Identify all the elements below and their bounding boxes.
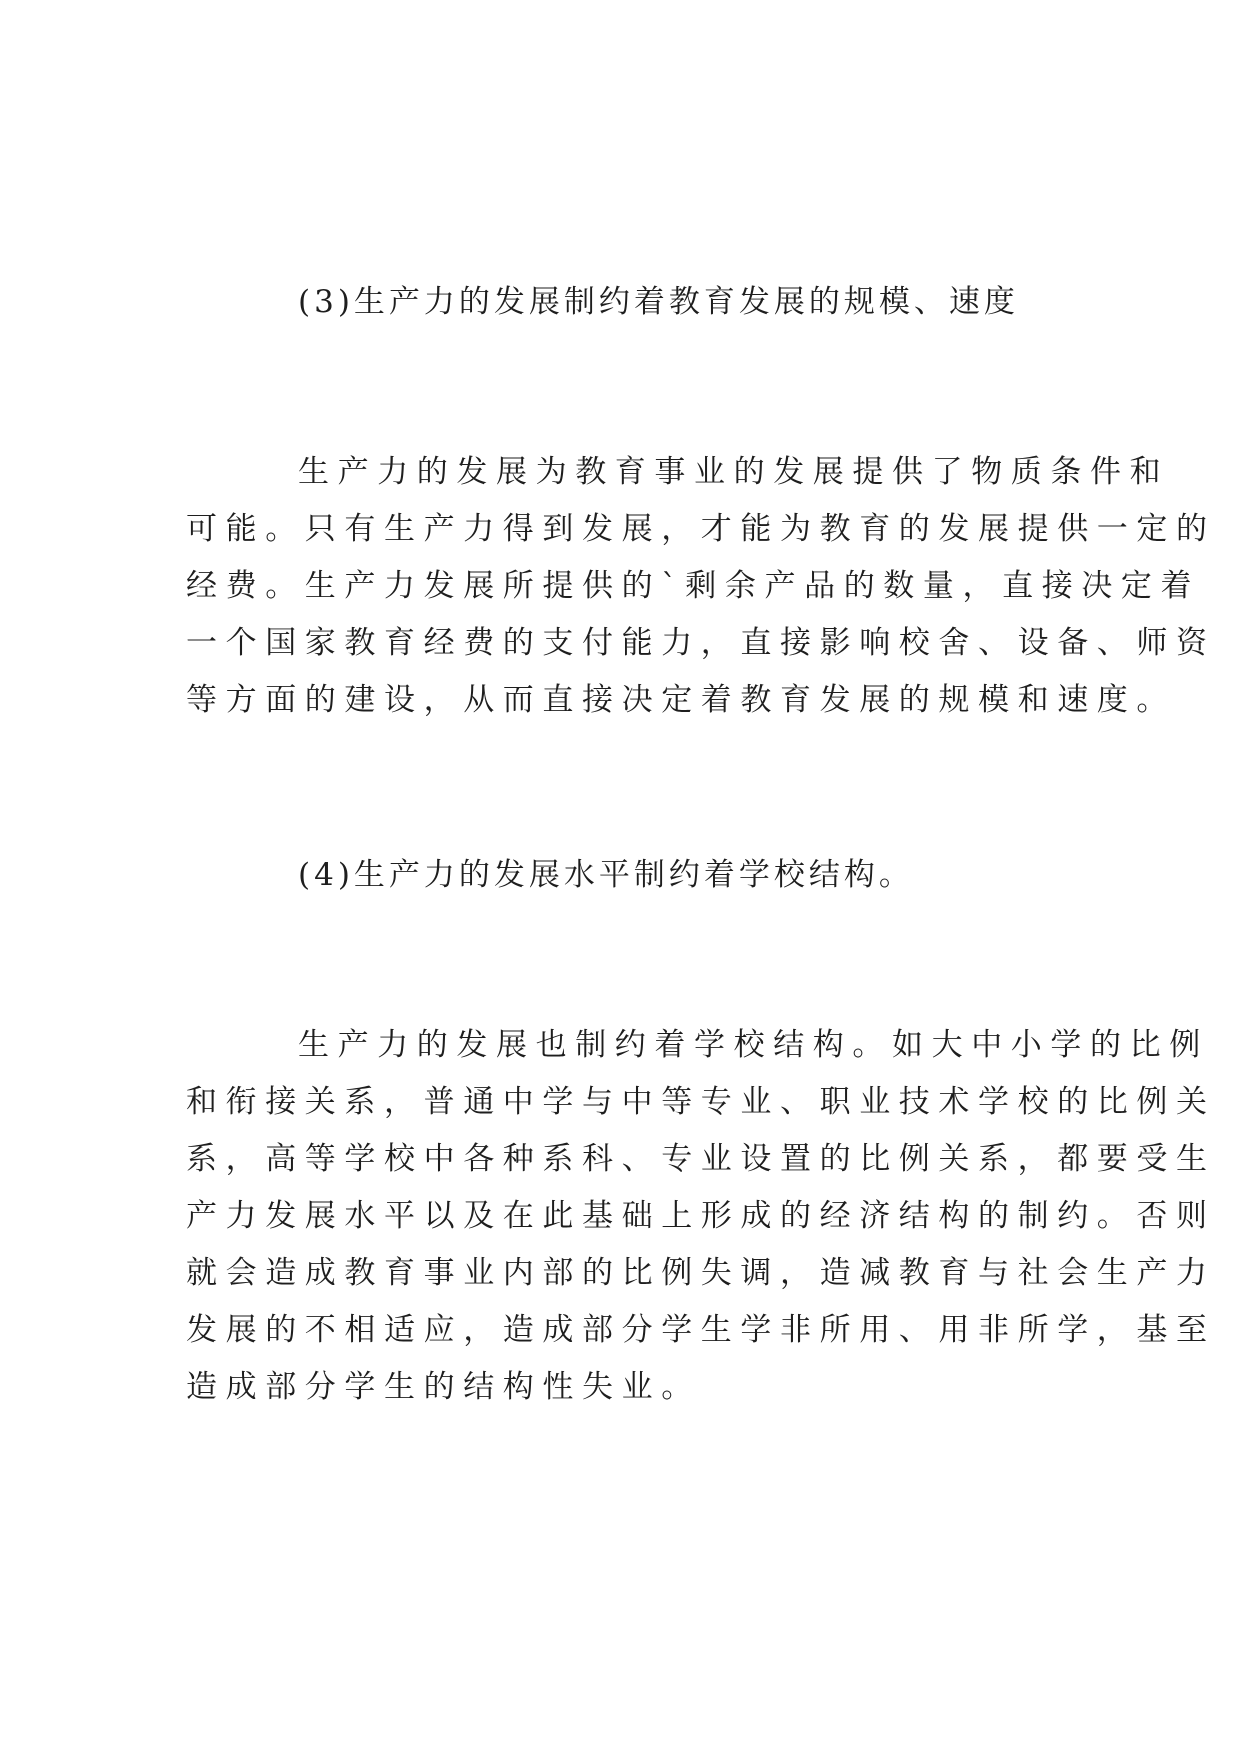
paragraph-line: 产力发展水平以及在此基础上形成的经济结构的制约。否则 [186, 1198, 1216, 1234]
paragraph-line: 一个国家教育经费的支付能力，直接影响校舍、设备、师资 [186, 625, 1216, 661]
paragraph-line: 发展的不相适应，造成部分学生学非所用、用非所学，基至 [186, 1312, 1216, 1348]
paragraph-line: 系，高等学校中各种系科、专业设置的比例关系，都要受生 [186, 1141, 1216, 1177]
paragraph-line: 造成部分学生的结构性失业。 [186, 1369, 701, 1405]
section-3-heading: (3)生产力的发展制约着教育发展的规模、速度 [298, 284, 1019, 320]
paragraph-line: 生产力的发展为教育事业的发展提供了物质条件和 [298, 454, 1170, 490]
paragraph-line: 经费。生产力发展所提供的`剩余产品的数量，直接决定着 [186, 568, 1201, 604]
paragraph-line: 等方面的建设，从而直接决定着教育发展的规模和速度。 [186, 682, 1176, 718]
paragraph-line: 可能。只有生产力得到发展，才能为教育的发展提供一定的 [186, 511, 1216, 547]
paragraph-line: 和衔接关系，普通中学与中等专业、职业技术学校的比例关 [186, 1084, 1216, 1120]
section-4-heading: (4)生产力的发展水平制约着学校结构。 [298, 857, 914, 893]
paragraph-line: 生产力的发展也制约着学校结构。如大中小学的比例 [298, 1027, 1209, 1063]
paragraph-line: 就会造成教育事业内部的比例失调，造减教育与社会生产力 [186, 1255, 1216, 1291]
